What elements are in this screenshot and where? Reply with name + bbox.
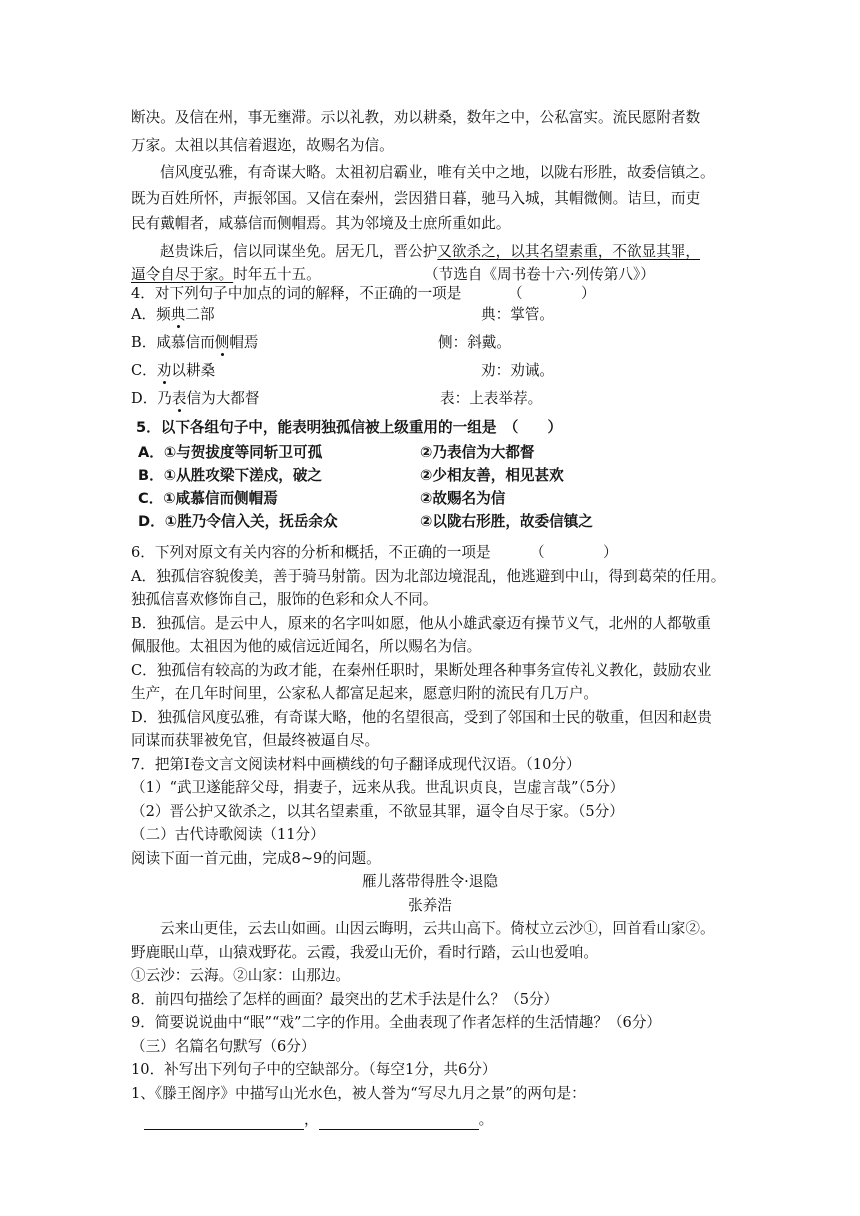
question-6-stem: 6．下列对原文有关内容的分析和概括，不正确的一项是 — [131, 544, 491, 561]
poem-author: 张养浩 — [408, 897, 452, 914]
option-gloss: 劝：劝诫。 — [481, 362, 554, 379]
question-5-option-a2: ②乃表信为大都督 — [420, 444, 535, 461]
poetry-intro: 阅读下面一首元曲，完成8~9的问题。 — [131, 850, 381, 867]
underlined-sentence: 逼令自尽于家。 — [131, 266, 234, 283]
option-gloss: 侧：斜戴。 — [438, 334, 511, 351]
answer-paren: （ ） — [508, 285, 596, 302]
question-4-option-d: D．乃表信为大都督 — [131, 390, 260, 407]
question-5-option-d2: ②以陇右形胜，故委信镇之 — [420, 513, 593, 530]
dotted-character: 侧 — [214, 334, 230, 351]
question-4-option-c: C．劝以耕桑 — [131, 362, 216, 379]
answer-blank[interactable] — [144, 1115, 304, 1130]
passage-line: 民有戴帽者，咸慕信而侧帽焉。其为邻境及士庶所重如此。 — [131, 215, 511, 232]
passage-line: 断决。及信在州，事无壅滞。示以礼教，劝以耕桑，数年之中，公私富实。流民愿附者数 — [131, 109, 701, 126]
section-heading: （二）古代诗歌阅读（11分） — [131, 826, 325, 843]
passage-text: 赵贵诛后，信以同谋坐免。居无几，晋公护 — [160, 243, 438, 260]
passage-line: 既为百姓所怀，声振邻国。又信在秦州，尝因猎日暮，驰马入城，其帽微侧。诘旦，而吏 — [131, 190, 701, 207]
passage-line — [160, 242, 700, 262]
question-5-option-b2: ②少相友善，相见甚欢 — [420, 467, 564, 484]
question-6-option-a-cont: 独孤信喜欢修饰自己，服饰的色彩和众人不同。 — [131, 591, 438, 608]
question-4-stem: 4．对下列句子中加点的词的解释，不正确的一项是 — [131, 285, 462, 302]
passage-line — [131, 265, 321, 285]
question-5-option-a1: A．①与贺拔度等同斩卫可孤 — [138, 444, 323, 461]
underlined-sentence: 又欲杀之，以其名望素重，不欲显其罪， — [437, 243, 700, 260]
poem-title: 雁儿落带得胜令·退隐 — [362, 873, 498, 890]
fill-in-line: ， 。 — [144, 1110, 493, 1130]
question-5-option-b1: B．①从胜攻梁下溠戍，破之 — [138, 467, 323, 484]
question-7-sentence-2: （2）晋公护又欲杀之，以其名望素重，不欲显其罪，逼令自尽于家。（5分） — [131, 803, 624, 820]
dotted-character: 典 — [170, 306, 186, 323]
question-7-sentence-1: （1）“武卫遂能辞父母，捐妻子，远来从我。世乱识贞良，岂虚言哉”（5分） — [131, 779, 625, 796]
question-5-option-d1: D．①胜乃令信入关，抚岳余众 — [138, 513, 338, 530]
dotted-character: 表 — [171, 390, 187, 407]
passage-line: 信风度弘雅，有奇谋大略。太祖初启霸业，唯有关中之地，以陇右形胜，故委信镇之。 — [160, 164, 715, 181]
question-6-option-a: A．独孤信容貌俊美，善于骑马射箭。因为北部边境混乱，他逃避到中山，得到葛荣的任用。 — [131, 568, 726, 585]
question-4-option-b: B．咸慕信而侧帽焉 — [131, 334, 259, 351]
question-5-option-c2: ②故赐名为信 — [420, 490, 506, 507]
passage-text: 时年五十五。 — [233, 266, 321, 283]
section-heading: （三）名篇名句默写（6分） — [131, 1038, 316, 1055]
answer-paren: （ ） — [530, 544, 618, 561]
question-5-option-c1: C．①咸慕信而侧帽焉 — [138, 490, 278, 507]
answer-blank[interactable] — [319, 1115, 479, 1130]
question-9: 9．简要说说曲中“眠”“戏”二字的作用。全曲表现了作者怎样的生活情趣？（6分） — [131, 1014, 662, 1031]
question-10: 10．补写出下列句子中的空缺部分。（每空1分，共6分） — [131, 1061, 497, 1078]
question-5-stem: 5．以下各组句子中，能表明独孤信被上级重用的一组是 （ ） — [136, 419, 563, 436]
passage-line: 万家。太祖以其信着遐迩，故赐名为信。 — [131, 137, 394, 154]
poem-line: 野鹿眠山草，山猿戏野花。云霞，我爱山无价，看时行踏，云山也爱咱。 — [131, 944, 599, 961]
question-6-option-c-cont: 生产，在几年时间里，公家私人都富足起来，愿意归附的流民有几万户。 — [131, 685, 599, 702]
question-6-option-d: D．独孤信风度弘雅，有奇谋大略，他的名望很高，受到了邻国和士民的敬重，但因和赵贵 — [131, 709, 712, 726]
question-6-option-b: B．独孤信。是云中人，原来的名字叫如愿，他从小雄武豪迈有操节义气，北州的人都敬重 — [131, 615, 711, 632]
question-6-option-c: C．独孤信有较高的为政才能，在秦州任职时，果断处理各种事务宣传礼义教化，鼓励农业 — [131, 662, 712, 679]
question-8: 8．前四句描绘了怎样的画面？最突出的艺术手法是什么？（5分） — [131, 991, 559, 1008]
question-7-stem: 7．把第Ⅰ卷文言文阅读材料中画横线的句子翻译成现代汉语。（10分） — [131, 756, 581, 773]
question-4-option-a: A．频典二部 — [131, 306, 215, 323]
question-6-option-b-cont: 佩服他。太祖因为他的威信远近闻名，所以赐名为信。 — [131, 638, 482, 655]
poem-line: 云来山更佳，云去山如画。山因云晦明，云共山高下。倚杖立云沙①，回首看山家②。 — [160, 920, 715, 937]
poem-notes: ①云沙：云海。②山家：山那边。 — [131, 967, 350, 984]
option-gloss: 典：掌管。 — [481, 306, 554, 323]
recite-item-1: 1、《滕王阁序》中描写山光水色，被人誉为“写尽九月之景”的两句是： — [131, 1085, 586, 1102]
question-6-option-d-cont: 同谋而获罪被免官，但最终被逼自尽。 — [131, 732, 380, 749]
passage-source: （节选自《周书卷十六·列传第八》） — [424, 266, 655, 283]
option-gloss: 表：上表举荐。 — [440, 390, 543, 407]
dotted-character: 劝 — [156, 362, 172, 379]
